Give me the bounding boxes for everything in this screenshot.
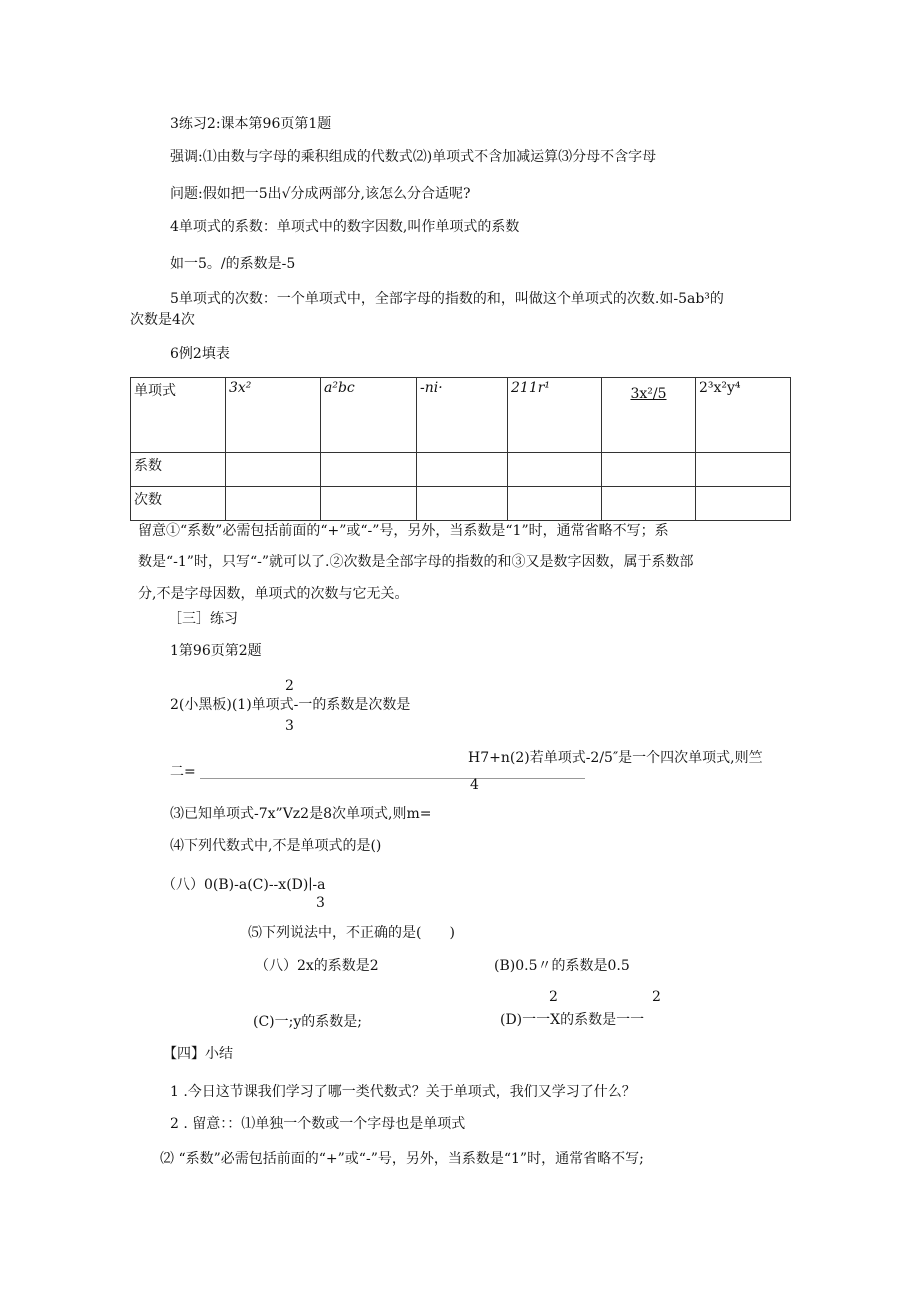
fraction-denominator: 4: [470, 777, 479, 793]
answer-blank-line: [200, 778, 585, 779]
emphasis-line: 强调:⑴由数与字母的乘积组成的代数式⑵)单项式不含加减运算⑶分母不含字母: [170, 149, 657, 165]
table-header-cell: -ni·: [417, 378, 508, 453]
table-cell: [602, 453, 696, 487]
table-header-cell: 单项式: [131, 378, 226, 453]
fraction-denominator: 3: [316, 895, 325, 911]
fill-table: [130, 377, 791, 521]
table-row: [131, 453, 791, 487]
table-cell: [226, 453, 321, 487]
coefficient-example: 如一5。/的系数是-5: [170, 256, 296, 272]
table-cell: [321, 487, 417, 521]
table-header-cell: 211r¹: [508, 378, 602, 453]
practice-item-left: 二=: [170, 764, 196, 780]
fraction-denominator: 3: [285, 718, 294, 734]
practice-item: 1第96页第2题: [170, 643, 262, 659]
summary-heading: 【四】小结: [163, 1046, 233, 1062]
note-line: 留意①“系数”必需包括前面的“+”或“-”号，另外，当系数是“1”时，通常省略不写；系: [138, 523, 669, 539]
table-cell: [508, 487, 602, 521]
fraction-expression: 3x²/5: [630, 386, 667, 402]
fraction-numerator: 2: [285, 678, 294, 694]
table-cell: [696, 487, 791, 521]
table-header-cell: 3x²: [226, 378, 321, 453]
practice-item: 2(小黑板)(1)单项式-一的系数是次数是: [170, 697, 411, 713]
summary-item: 2 . 留意：：⑴单独一个数或一个字母也是单项式: [170, 1116, 466, 1132]
row-label: 次数: [131, 487, 226, 521]
fraction-numerator: 2: [652, 989, 661, 1005]
degree-definition-cont: 次数是4次: [130, 312, 195, 328]
example-heading: 6例2填表: [170, 346, 230, 362]
option-d: (D)一一X的系数是一一: [500, 1012, 645, 1028]
fraction-numerator: 2: [549, 989, 558, 1005]
table-cell: [417, 453, 508, 487]
degree-definition: 5单项式的次数：一个单项式中，全部字母的指数的和，叫做这个单项式的次数.如-5ab³的: [170, 291, 724, 307]
summary-item: ⑵ “系数”必需包括前面的“+”或“-”号，另外，当系数是“1”时，通常省略不写;: [160, 1151, 644, 1167]
practice-item: ⑶已知单项式-7x”Vz2是8次单项式,则m=: [170, 806, 432, 822]
table-cell: [417, 487, 508, 521]
table-cell: [602, 487, 696, 521]
practice-item: ⑸下列说法中，不正确的是( ): [248, 925, 455, 941]
coefficient-definition: 4单项式的系数：单项式中的数字因数,叫作单项式的系数: [170, 219, 520, 235]
table-cell: [696, 453, 791, 487]
table-cell: [508, 453, 602, 487]
option-b: (B)0.5〃的系数是0.5: [494, 958, 630, 974]
note-line: 数是“-1”时，只写“-”就可以了.②次数是全部字母的指数的和③又是数字因数，属于系数部: [138, 554, 694, 570]
practice-item: H7+n(2)若单项式-2/5″是一个四次单项式,则竺: [468, 750, 763, 766]
option-a: （八）2x的系数是2: [255, 958, 379, 974]
row-label: 系数: [131, 453, 226, 487]
practice-heading: ［三］练习: [168, 611, 238, 627]
table-header-cell: a²bc: [321, 378, 417, 453]
table-row: [131, 487, 791, 521]
table-header-cell: [602, 378, 696, 453]
practice-item: ⑷下列代数式中,不是单项式的是(): [170, 838, 382, 854]
choice-options: （八）0(B)-a(C)--x(D)∣-a: [162, 877, 326, 893]
question-line: 问题:假如把一5出√分成两部分,该怎么分合适呢?: [170, 186, 471, 202]
note-line: 分,不是字母因数，单项式的次数与它无关。: [138, 586, 409, 602]
table-cell: [321, 453, 417, 487]
option-c: (C)一;y的系数是;: [253, 1014, 362, 1030]
table-cell: [226, 487, 321, 521]
summary-item: 1 .今日这节课我们学习了哪一类代数式？关于单项式，我们又学习了什么？: [170, 1084, 636, 1100]
table-header-cell: 2³x²y⁴: [696, 378, 791, 453]
table-row: [131, 378, 791, 453]
exercise-line: 3练习2:课本第96页第1题: [170, 116, 332, 132]
